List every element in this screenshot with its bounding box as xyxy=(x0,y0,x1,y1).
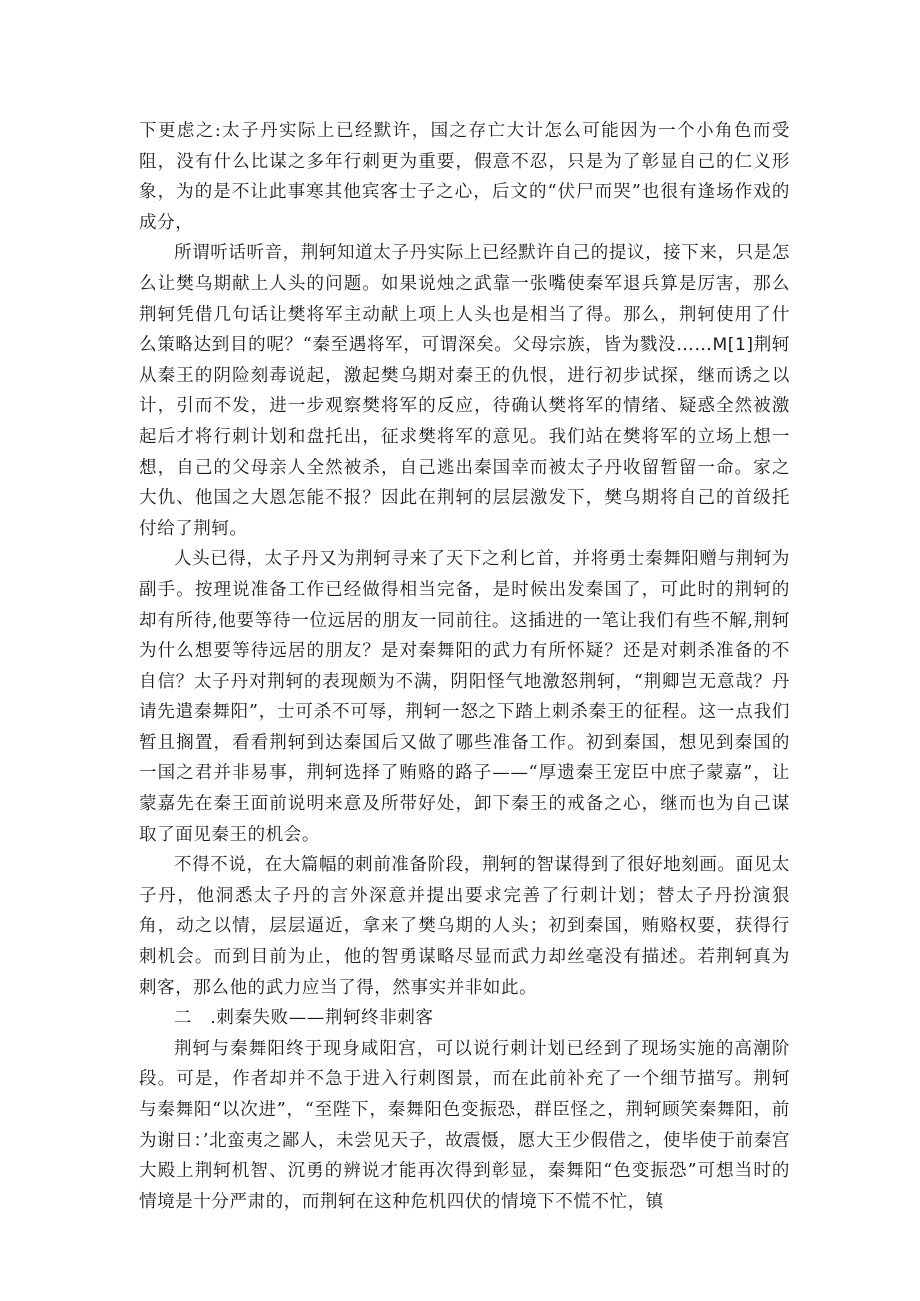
paragraph-1: 下更虑之:太子丹实际上已经默许，国之存亡大计怎么可能因为一个小角色而受阻，没有什么比谋之多年行刺更为重要，假意不忍，只是为了彰显自己的仁义形象，为的是不让此事寒其他宾客士子之心，后文的“伏尸而哭”也很有逢场作戏的成分， xyxy=(139,121,790,233)
paragraph-2-part-a: 所谓听话听音，荆轲知道太子丹实际上已经默许自己的提议，接下来，只是怎么让樊乌期献上人头的问题。如果说烛之武靠一张嘴使秦军退兵算是厉害，那么荆轲凭借几句话让樊将军主动献上项上人头也是相当了得。那么，荆轲使用了什么策略达到目的呢？“秦至遇将军，可谓深矣。父母宗族，皆为戮没…… xyxy=(139,243,790,356)
paragraph-3: 人头已得，太子丹又为荆轲寻来了天下之利匕首，并将勇士秦舞阳赠与荆轲为副手。按理说准备工作已经做得相当完备，是时候出发秦国了，可此时的荆轲的却有所待,他要等待一位远居的朋友一同前往。这插进的一笔让我们有些不解,荆轲为什么想要等待远居的朋友？是对秦舞阳的武力有所怀疑？还是对刺杀准备的不自信？太子丹对荆轲的表现颇为不满，阴阳怪气地激怒荆轲，“荆卿岂无意哉？丹请先遣秦舞阳”，士可杀不可辱，荆轲一怒之下踏上刺杀秦王的征程。这一点我们暂且搁置，看看荆轲到达秦国后又做了哪些准备工作。初到秦国，想见到秦国的一国之君并非易事，荆轲选择了贿赂的路子——“厚遗秦王宠臣中庶子蒙嘉”，让蒙嘉先在秦王面前说明来意及所带好处，卸下秦王的戒备之心，继而也为自己谋取了面见秦王的机会。 xyxy=(139,549,790,845)
paragraph-2-part-b: 荆轲从秦王的阴险刻毒说起，激起樊乌期对秦王的仇恨，进行初步试探，继而诱之以计，引而不发，进一步观察樊将军的反应，待确认樊将军的情绪、疑惑全然被激起后才将行刺计划和盘托出，征求樊将军的意见。我们站在樊将军的立场上想一想，自己的父母亲人全然被杀，自己逃出秦国幸而被太子丹收留暂留一命。家之大仇、他国之大恩怎能不报？因此在荆轲的层层激发下，樊乌期将自己的首级托付给了荆轲。 xyxy=(139,335,790,539)
paragraph-4: 不得不说，在大篇幅的刺前准备阶段，荆轲的智谋得到了很好地刻画。面见太子丹，他洞悉太子丹的言外深意并提出要求完善了行刺计划；替太子丹扮演狠角，动之以情，层层逼近，拿来了樊乌期的人头；初到秦国，贿赂权要，获得行刺机会。而到目前为止，他的智勇谋略尽显而武力却丝毫没有描述。若荆轲真为刺客，那么他的武力应当了得，然事实并非如此。 xyxy=(139,855,790,998)
document-page xyxy=(139,116,790,1217)
section-heading: 二 .刺秦失败——荆轲终非刺客 xyxy=(174,1008,434,1029)
citation-marker: M[1] xyxy=(712,335,754,356)
paragraph-5: 荆轲与秦舞阳终于现身咸阳宫，可以说行刺计划已经到了现场实施的高潮阶段。可是，作者却并不急于进入行刺图景，而在此前补充了一个细节描写。荆轲与秦舞阳“以次进”，“至陛下，秦舞阳色变振恐，群臣怪之，荆轲顾笑秦舞阳，前为谢日：’北蛮夷之鄙人，未尝见天子，故震慑，愿大王少假借之，使毕使于前秦宫大殿上荆轲机智、沉勇的辨说才能再次得到彰显，秦舞阳“色变振恐”可想当时的情境是十分严肃的，而荆轲在这种危机四伏的情境下不慌不忙，镇 xyxy=(139,1038,790,1212)
paragraph-2 xyxy=(139,238,790,544)
